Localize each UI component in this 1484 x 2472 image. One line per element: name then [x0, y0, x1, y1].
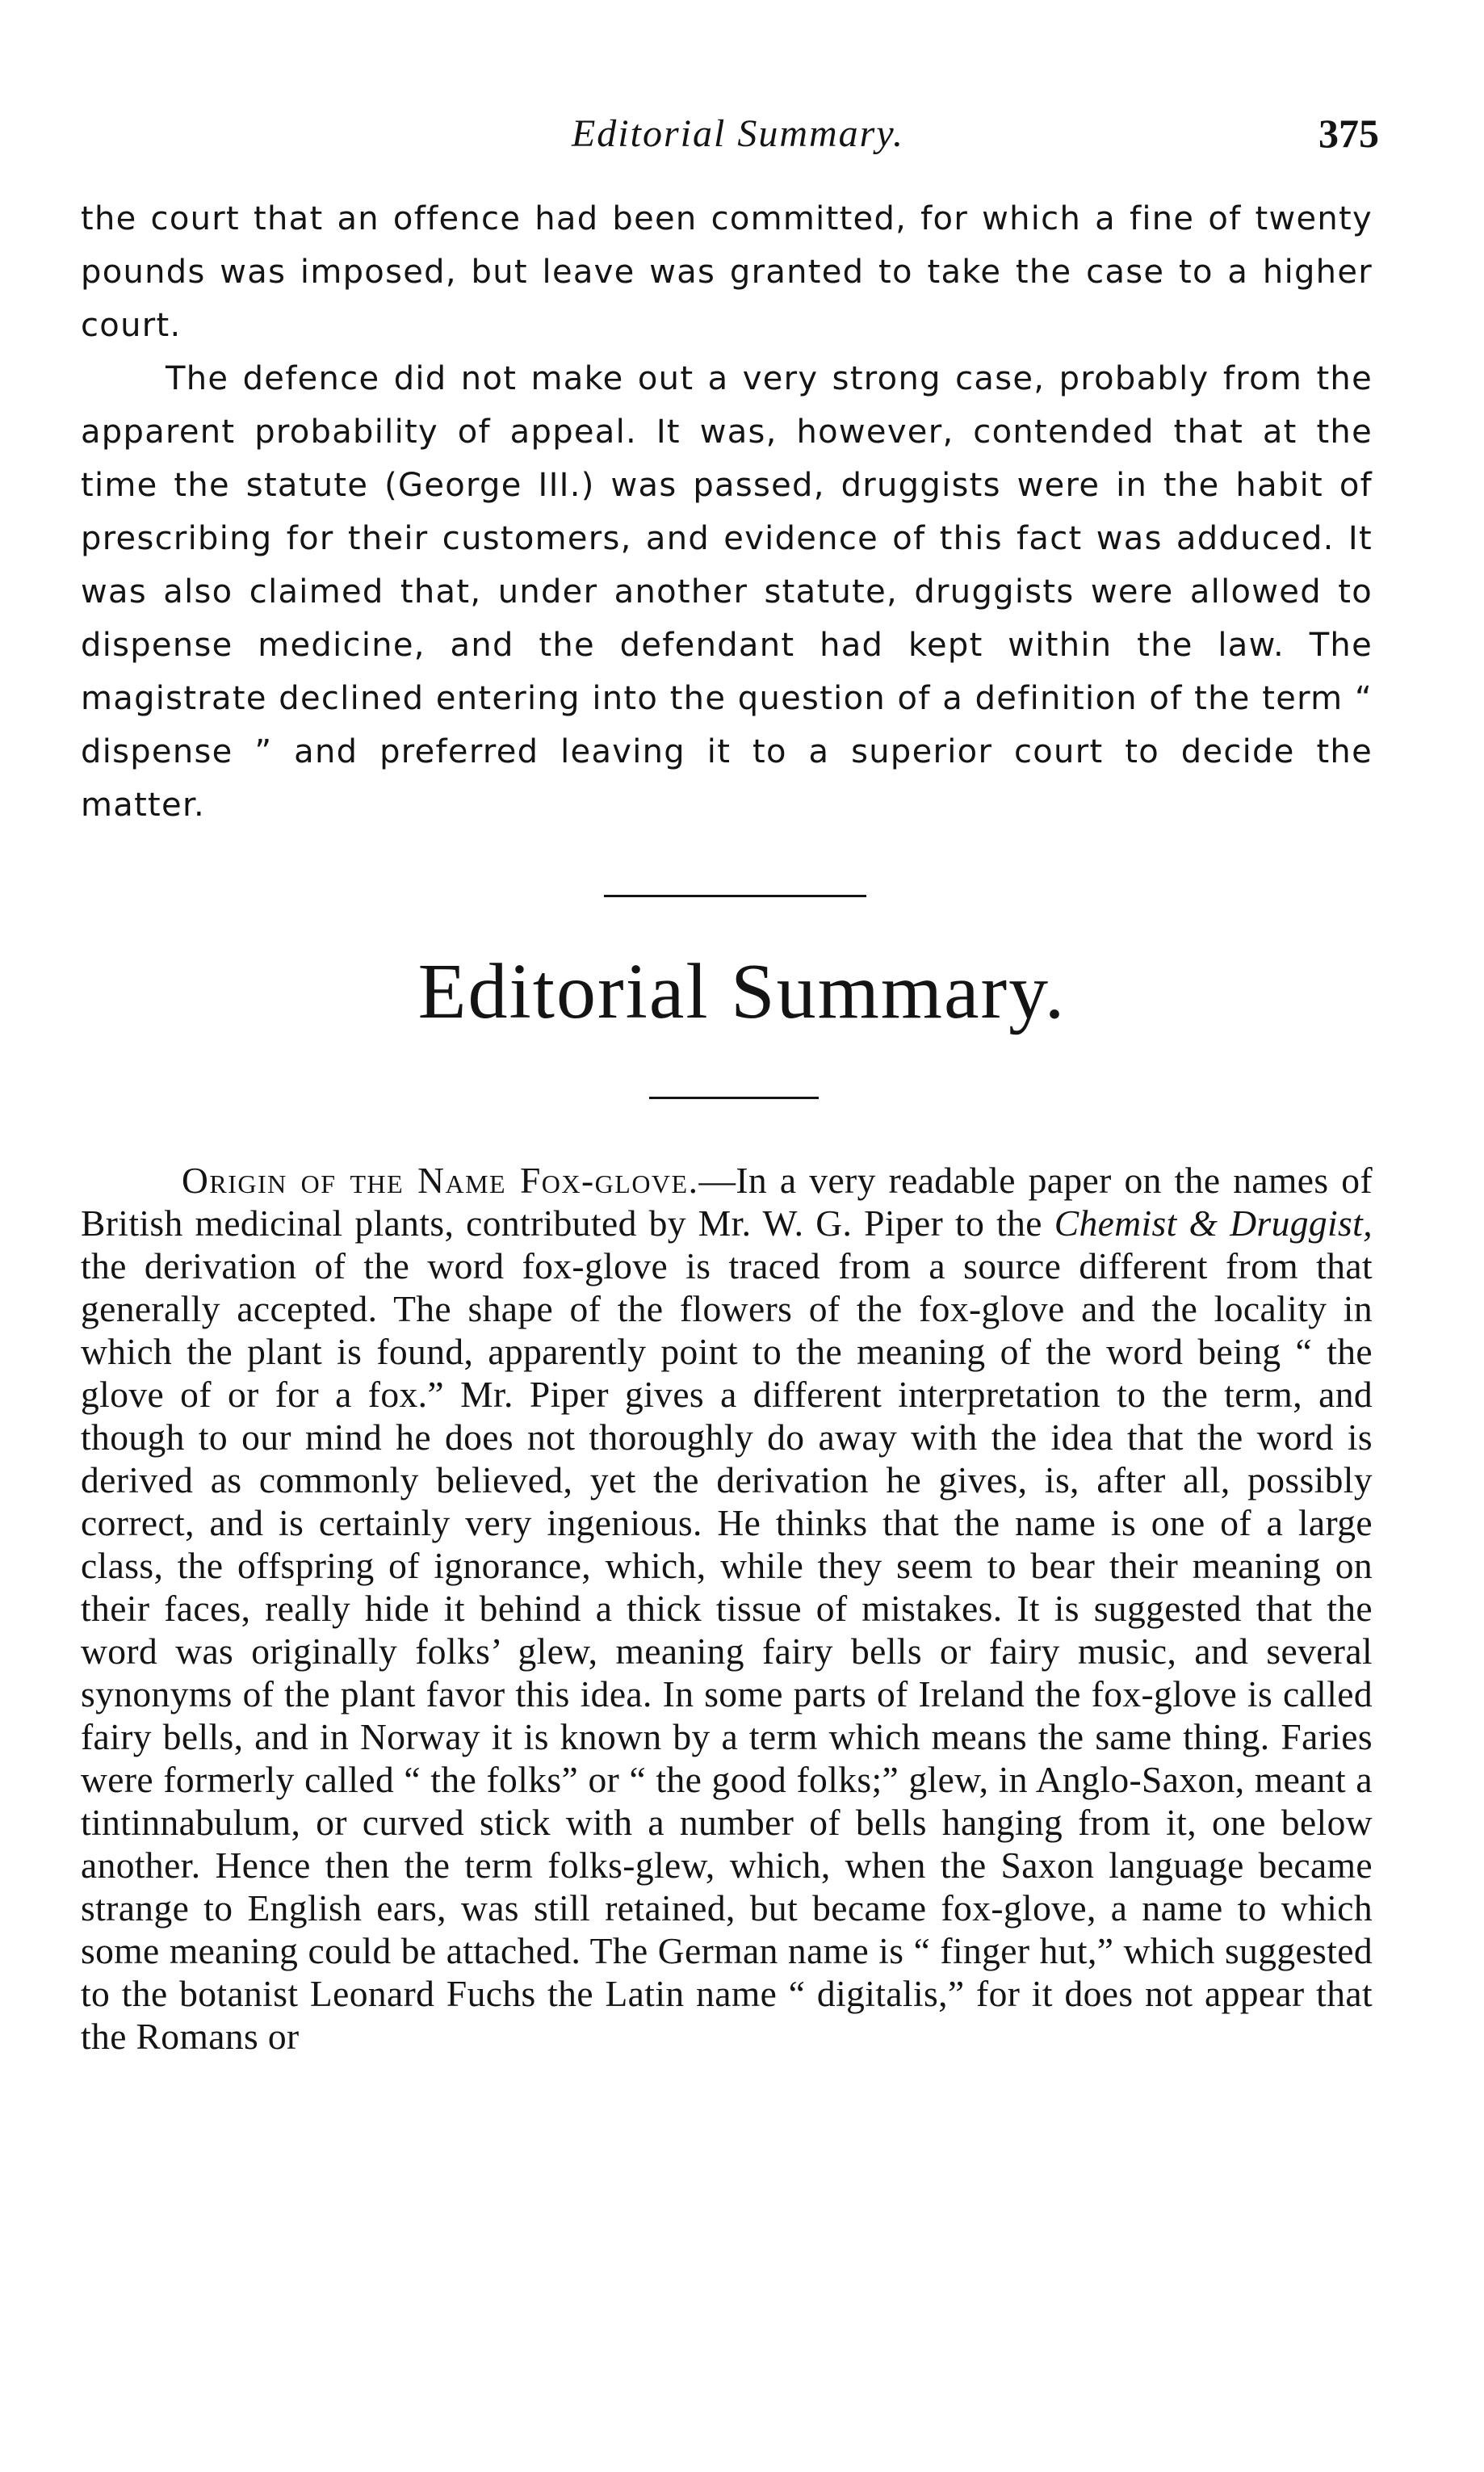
article-text-body: the derivation of the word fox-glove is traced from a source different from that generally accepted. The shape of the flowers of the fox-glove and the locality in which the plant is found, apparently point to the meaning of the word being “ the glove of or for a fox.” Mr. Piper gives a different interpretation to the term, and though to our mind he does not thoroughly do away with the idea that the word is derived as commonly believed, yet the derivation he gives, is, after all, possibly correct, and is certainly very ingenious. He thinks that the name is one of a large class, the offspring of ignorance, which, while they seem to bear their meaning on their faces, really hide it behind a thick tissue of mistakes. It is suggested that the word was originally folks’ glew, meaning fairy bells or fairy music, and several synonyms of the plant favor this idea. In some parts of Ireland the fox-glove is called fairy bells, and in Norway it is known by a term which means the same thing. Faries were formerly called “ the folks” or “ the good folks;” glew, in Anglo-Saxon, meant a tintinnabulum, or curved stick with a number of bells hanging from it, one below another. Hence then the term folks-glew, which, when the Saxon language became strange to English ears, was still retained, but became fox-glove, a name to which some meaning could be attached. The German name is “ finger hut,” which suggested to the botanist Leonard Fuchs the Latin name “ digitalis,” for it does not appear that the Romans or [81, 1245, 1373, 2057]
lower-divider [649, 1097, 819, 1099]
running-title: Editorial Summary. [571, 112, 904, 155]
continued-text [81, 192, 1373, 832]
defence-paragraph: The defence did not make out a very strong case, probably from the apparent probability of appeal. It was, however, contended that at the time the statute (George III.) was passed, druggists were in the habit of prescribing for their customers, and evidence of this fact was adduced. It was also claimed that, under another statute, druggists were allowed to dispense medicine, and the defendant had kept within the law. The magistrate declined entering into the question of a definition of the term “ dispense ” and preferred leaving it to a superior court to decide the matter. [81, 360, 1373, 824]
continued-paragraph: the court that an offence had been committed, for which a fine of twenty pounds was imposed, but leave was granted to take the case to a higher court. [81, 200, 1373, 344]
upper-divider [604, 895, 866, 897]
article-text-start: —In a very readable paper on the names of British medicinal plants, contributed by Mr. W. G. Piper to the [81, 1160, 1373, 1244]
article-foxglove [81, 1159, 1373, 2058]
article-lead-in: Origin of the Name Fox-glove. [182, 1160, 699, 1201]
section-heading: Editorial Summary. [417, 948, 1067, 1035]
journal-name: Chemist & Druggist, [1054, 1202, 1373, 1244]
page-number: 375 [1318, 111, 1379, 156]
running-header [81, 111, 1379, 160]
article-paragraph [81, 1159, 1373, 2058]
